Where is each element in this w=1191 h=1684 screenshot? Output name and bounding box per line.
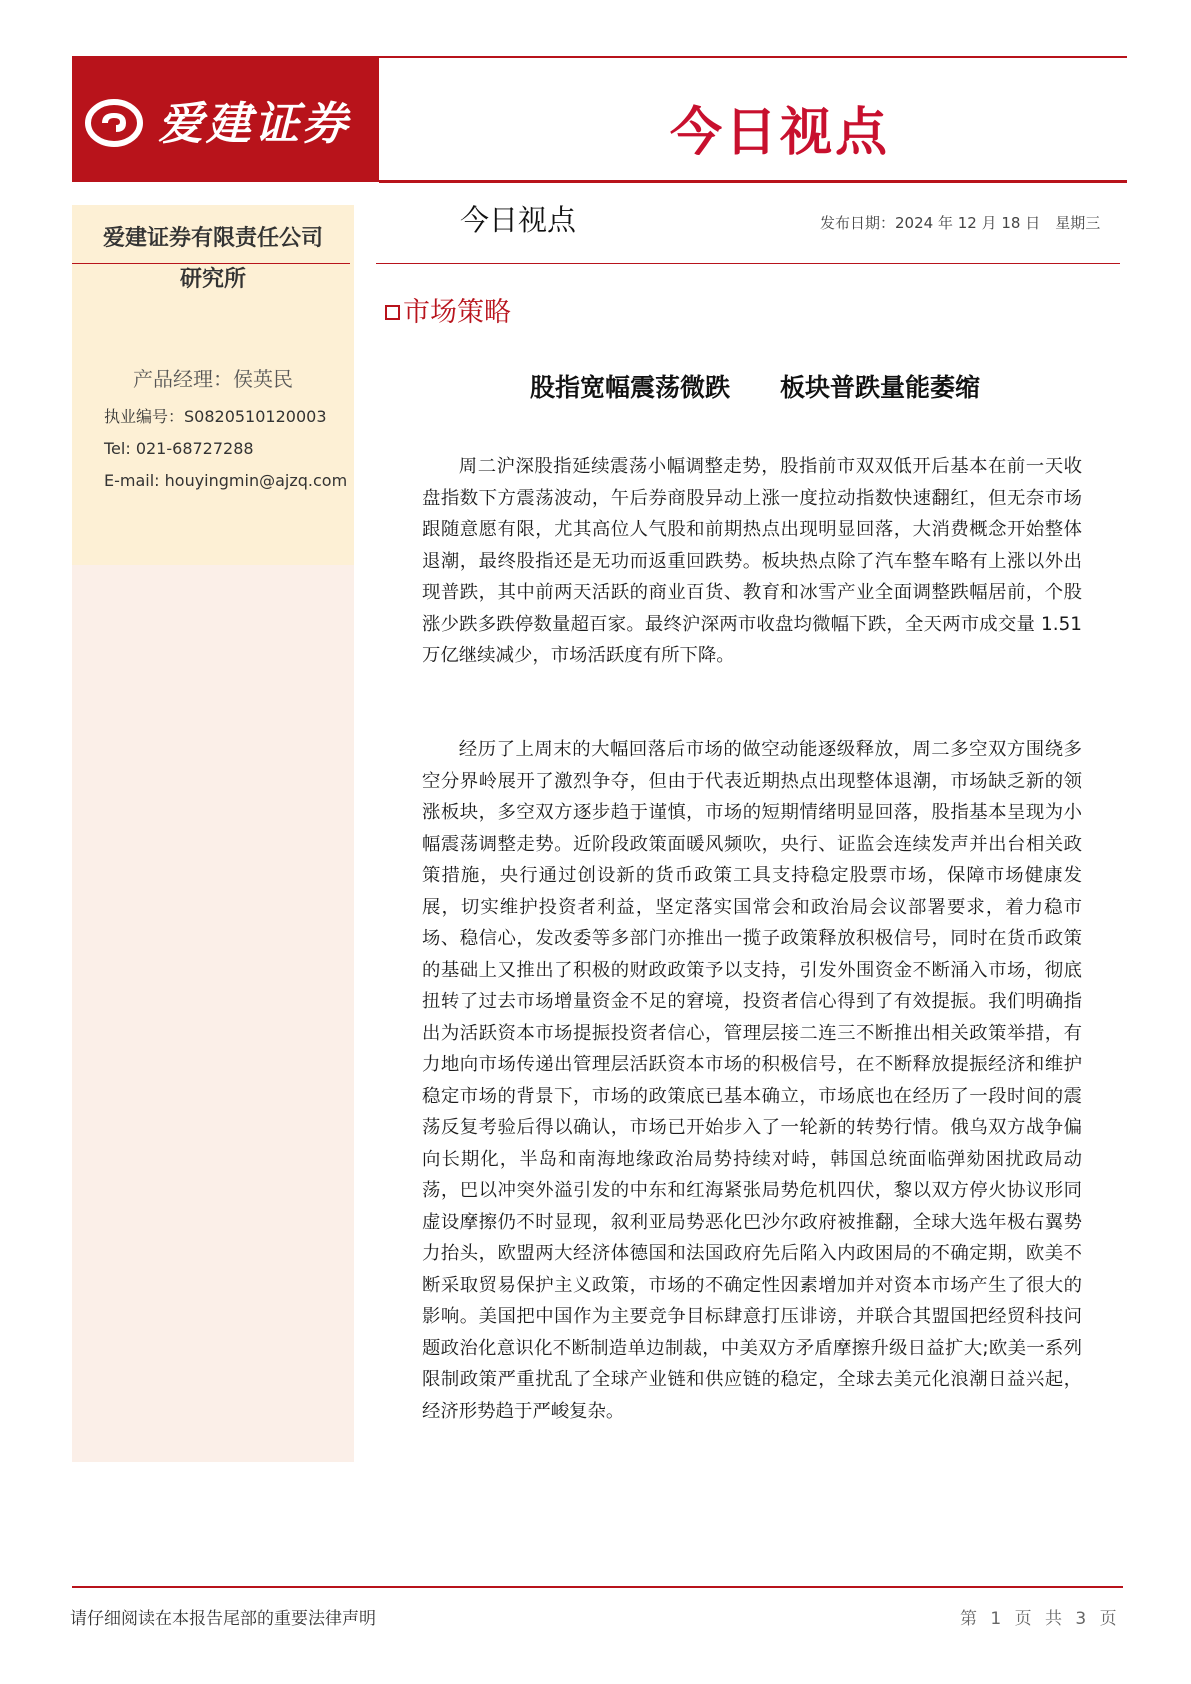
category-label: 市场策略 — [403, 297, 511, 328]
logo-text: 爱建证券 — [158, 97, 351, 150]
telephone: Tel: 021-68727288 — [104, 439, 254, 458]
footer-rule — [72, 1586, 1123, 1588]
checkbox-bullet-icon — [385, 305, 400, 320]
company-name: 爱建证券有限责任公司 — [102, 226, 323, 251]
product-manager: 产品经理：侯英民 — [133, 367, 293, 391]
logo-icon — [85, 98, 143, 148]
main-rule — [376, 263, 1120, 264]
publish-date: 发布日期：2024 年 12 月 18 日 星期三 — [820, 214, 1101, 232]
section-title: 今日视点 — [460, 203, 577, 237]
page-number: 第 1 页 共 3 页 — [960, 1609, 1121, 1629]
paragraph-1: 周二沪深股指延续震荡小幅调整走势，股指前市双双低开后基本在前一天收盘指数下方震荡波动，午后券商股异动上涨一度拉动指数快速翻红，但无奈市场跟随意愿有限，尤其高位人气股和前期热点出现明显回落，大消费概念开始整体退潮，最终股指还是无功而返重回跌势。板块热点除了汽车整车略有上涨以外出现普跌，其中前两天活跃的商业百货、教育和冰雪产业全面调整跌幅居前，个股涨少跌多跌停数量超百家。最终沪深两市收盘均微幅下跌，全天两市成交量 1.51 万亿继续减少，市场活跃度有所下降。 — [422, 456, 1082, 666]
paragraph-2: 经历了上周末的大幅回落后市场的做空动能逐级释放，周二多空双方围绕多空分界岭展开了激烈争夺，但由于代表近期热点出现整体退潮，市场缺乏新的领涨板块，多空双方逐步趋于谨慎，市场的短期情绪明显回落，股指基本呈现为小幅震荡调整走势。近阶段政策面暖风频吹，央行、证监会连续发声并出台相关政策措施，央行通过创设新的货币政策工具支持稳定股票市场，保障市场健康发展，切实维护投资者利益，坚定落实国常会和政治局会议部署要求，着力稳市场、稳信心，发改委等多部门亦推出一揽子政策释放积极信号，同时在货币政策的基础上又推出了积极的财政政策予以支持，引发外围资金不断涌入市场，彻底扭转了过去市场增量资金不足的窘境，投资者信心得到了有效提振。我们明确指出为活跃资本市场提振投资者信心，管理层接二连三不断推出相关政策举措，有力地向市场传递出管理层活跃资本市场的积极信号，在不断释放提振经济和维护稳定市场的背景下，市场的政策底已基本确立，市场底也在经历了一段时间的震荡反复考验后得以确认，市场已开始步入了一轮新的转势行情。俄乌双方战争偏向长期化，半岛和南海地缘政治局势持续对峙，韩国总统面临弹劾困扰政局动荡，巴以冲突外溢引发的中东和红海紧张局势危机四伏，黎以双方停火协议形同虚设摩擦仍不时显现，叙利亚局势恶化巴沙尔政府被推翻，全球大选年极右翼势力抬头，欧盟两大经济体德国和法国政府先后陷入内政困局的不确定期，欧美不断采取贸易保护主义政策，市场的不确定性因素增加并对资本市场产生了很大的影响。美国把中国作为主要竞争目标肆意打压诽谤，并联合其盟国把经贸科技问题政治化意识化不断制造单边制裁，中美双方矛盾摩擦升级日益扩大;欧美一系列限制政策严重扰乱了全球产业链和供应链的稳定，全球去美元化浪潮日益兴起，经济形势趋于严峻复杂。 — [422, 739, 1082, 1422]
header-rule — [379, 180, 1127, 183]
license-number: 执业编号：S0820510120003 — [104, 407, 327, 426]
email[interactable]: E-mail: houyingmin@ajzq.com — [104, 471, 348, 490]
headline: 股指宽幅震荡微跌 板块普跌量能萎缩 — [529, 373, 980, 402]
footer-disclaimer: 请仔细阅读在本报告尾部的重要法律声明 — [70, 1609, 376, 1629]
institute-name: 研究所 — [179, 267, 246, 292]
banner-title: 今日视点 — [669, 103, 890, 163]
